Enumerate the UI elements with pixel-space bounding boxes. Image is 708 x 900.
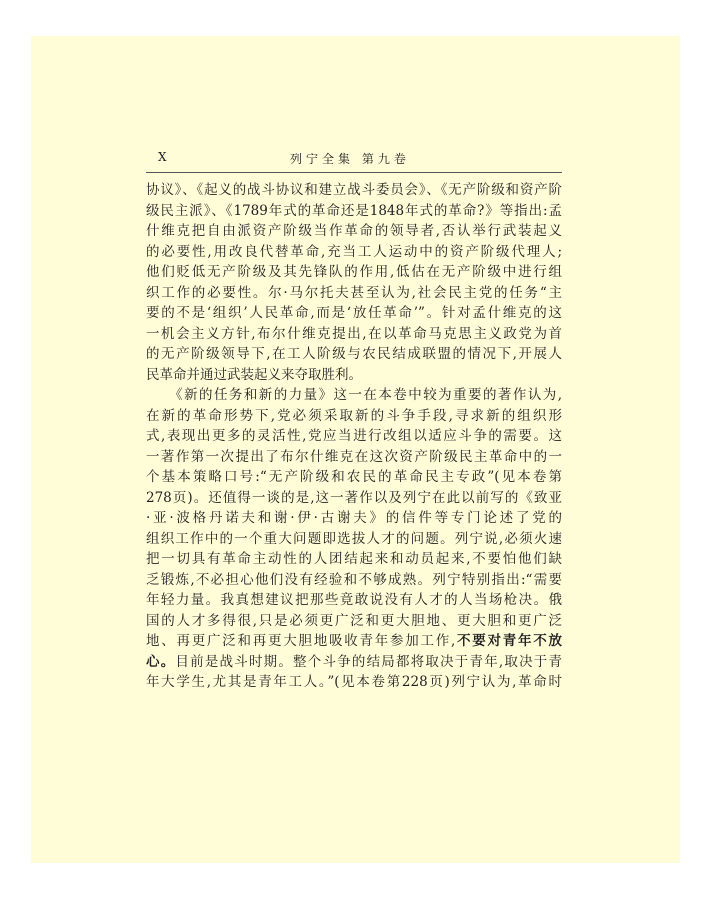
text-line (146, 529, 562, 550)
line-text: 国的人才多得很,只是必须更广泛和更大胆地、更大胆和更广泛 (146, 612, 562, 629)
body-text (146, 180, 562, 693)
line-text: 目前是战斗时期。整个斗争的结局都将取决于青年,取决于青 (175, 653, 562, 670)
text-line (146, 631, 562, 652)
text-line (146, 672, 562, 693)
text-line (146, 467, 562, 488)
header-rule (146, 172, 562, 173)
text-line (146, 221, 562, 242)
line-text: 的必要性,用改良代替革命,充当工人运动中的资产阶级代理人; (146, 243, 562, 260)
text-line (146, 590, 562, 611)
line-text: 协议》、《起义的战斗协议和建立战斗委员会》、《无产阶级和资产阶 (146, 182, 562, 198)
page-number: X (158, 150, 167, 164)
line-text: 地、再更广泛和再更大胆地吸收青年参加工作, (146, 633, 456, 649)
text-line (146, 488, 562, 509)
line-text: 级民主派》、《1789年式的革命还是1848年式的革命?》等指出:孟 (146, 202, 562, 219)
line-text: 的无产阶级领导下,在工人阶级与农民结成联盟的情况下,开展人 (146, 346, 562, 362)
line-text: 式,表现出更多的灵活性,党应当进行改组以适应斗争的需要。这 (146, 428, 562, 444)
text-line (146, 242, 562, 263)
line-text: 在新的革命形势下,党必须采取新的斗争手段,寻求新的组织形 (146, 407, 562, 424)
line-text: ·亚·波格丹诺夫和谢·伊·古谢夫》的信件等专门论述了党的 (146, 510, 562, 526)
text-line (146, 611, 562, 632)
line-text: 278页)。还值得一谈的是,这一著作以及列宁在此以前写的《致亚 (146, 489, 562, 506)
page-header (158, 150, 544, 170)
line-text: 织工作的必要性。尔·马尔托夫甚至认为,社会民主党的任务“主 (146, 284, 562, 301)
line-text: 他们贬低无产阶级及其先锋队的作用,低估在无产阶级中进行组 (146, 264, 562, 280)
text-line (146, 508, 562, 529)
line-text: 一著作第一次提出了布尔什维克在这次资产阶级民主革命中的一 (146, 448, 562, 465)
text-line (146, 365, 562, 386)
text-line (146, 344, 562, 365)
text-line (146, 201, 562, 222)
line-text: 组织工作中的一个重大问题即选拔人才的问题。列宁说,必须火速 (146, 530, 562, 547)
text-line (146, 447, 562, 468)
running-title: 列宁全集 第九卷 (290, 152, 410, 166)
text-line (146, 652, 562, 673)
text-line (146, 180, 562, 201)
line-text: 民革命并通过武装起义来夺取胜利。 (146, 366, 362, 383)
text-line (146, 570, 562, 591)
bold-emphasis: 不要对青年不放 (455, 633, 562, 649)
text-line (146, 549, 562, 570)
text-line (146, 303, 562, 324)
line-text: 把一切具有革命主动性的人团结起来和动员起来,不要怕他们缺 (146, 551, 562, 567)
text-line (146, 385, 562, 406)
line-text: 《新的任务和新的力量》这一在本卷中较为重要的著作认为, (146, 387, 562, 403)
line-text: 个基本策略口号:“无产阶级和农民的革命民主专政”(见本卷第 (146, 469, 562, 485)
line-text: 要的不是‘组织’人民革命,而是‘放任革命’”。针对孟什维克的这 (146, 305, 562, 321)
line-text: 一机会主义方针,布尔什维克提出,在以革命马克思主义政党为首 (146, 325, 562, 342)
line-text: 年大学生,尤其是青年工人。”(见本卷第228页)列宁认为,革命时 (146, 674, 562, 690)
line-text: 什维克把自由派资产阶级当作革命的领导者,否认举行武装起义 (146, 223, 562, 239)
bold-emphasis: 心。 (146, 653, 176, 670)
text-line (146, 426, 562, 447)
line-text: 年轻力量。我真想建议把那些竟敢说没有人才的人当场枪决。俄 (146, 592, 562, 608)
text-line (146, 262, 562, 283)
line-text: 乏锻炼,不必担心他们没有经验和不够成熟。列宁特别指出:“需要 (146, 571, 562, 588)
text-line (146, 324, 562, 345)
text-line (146, 406, 562, 427)
text-line (146, 283, 562, 304)
